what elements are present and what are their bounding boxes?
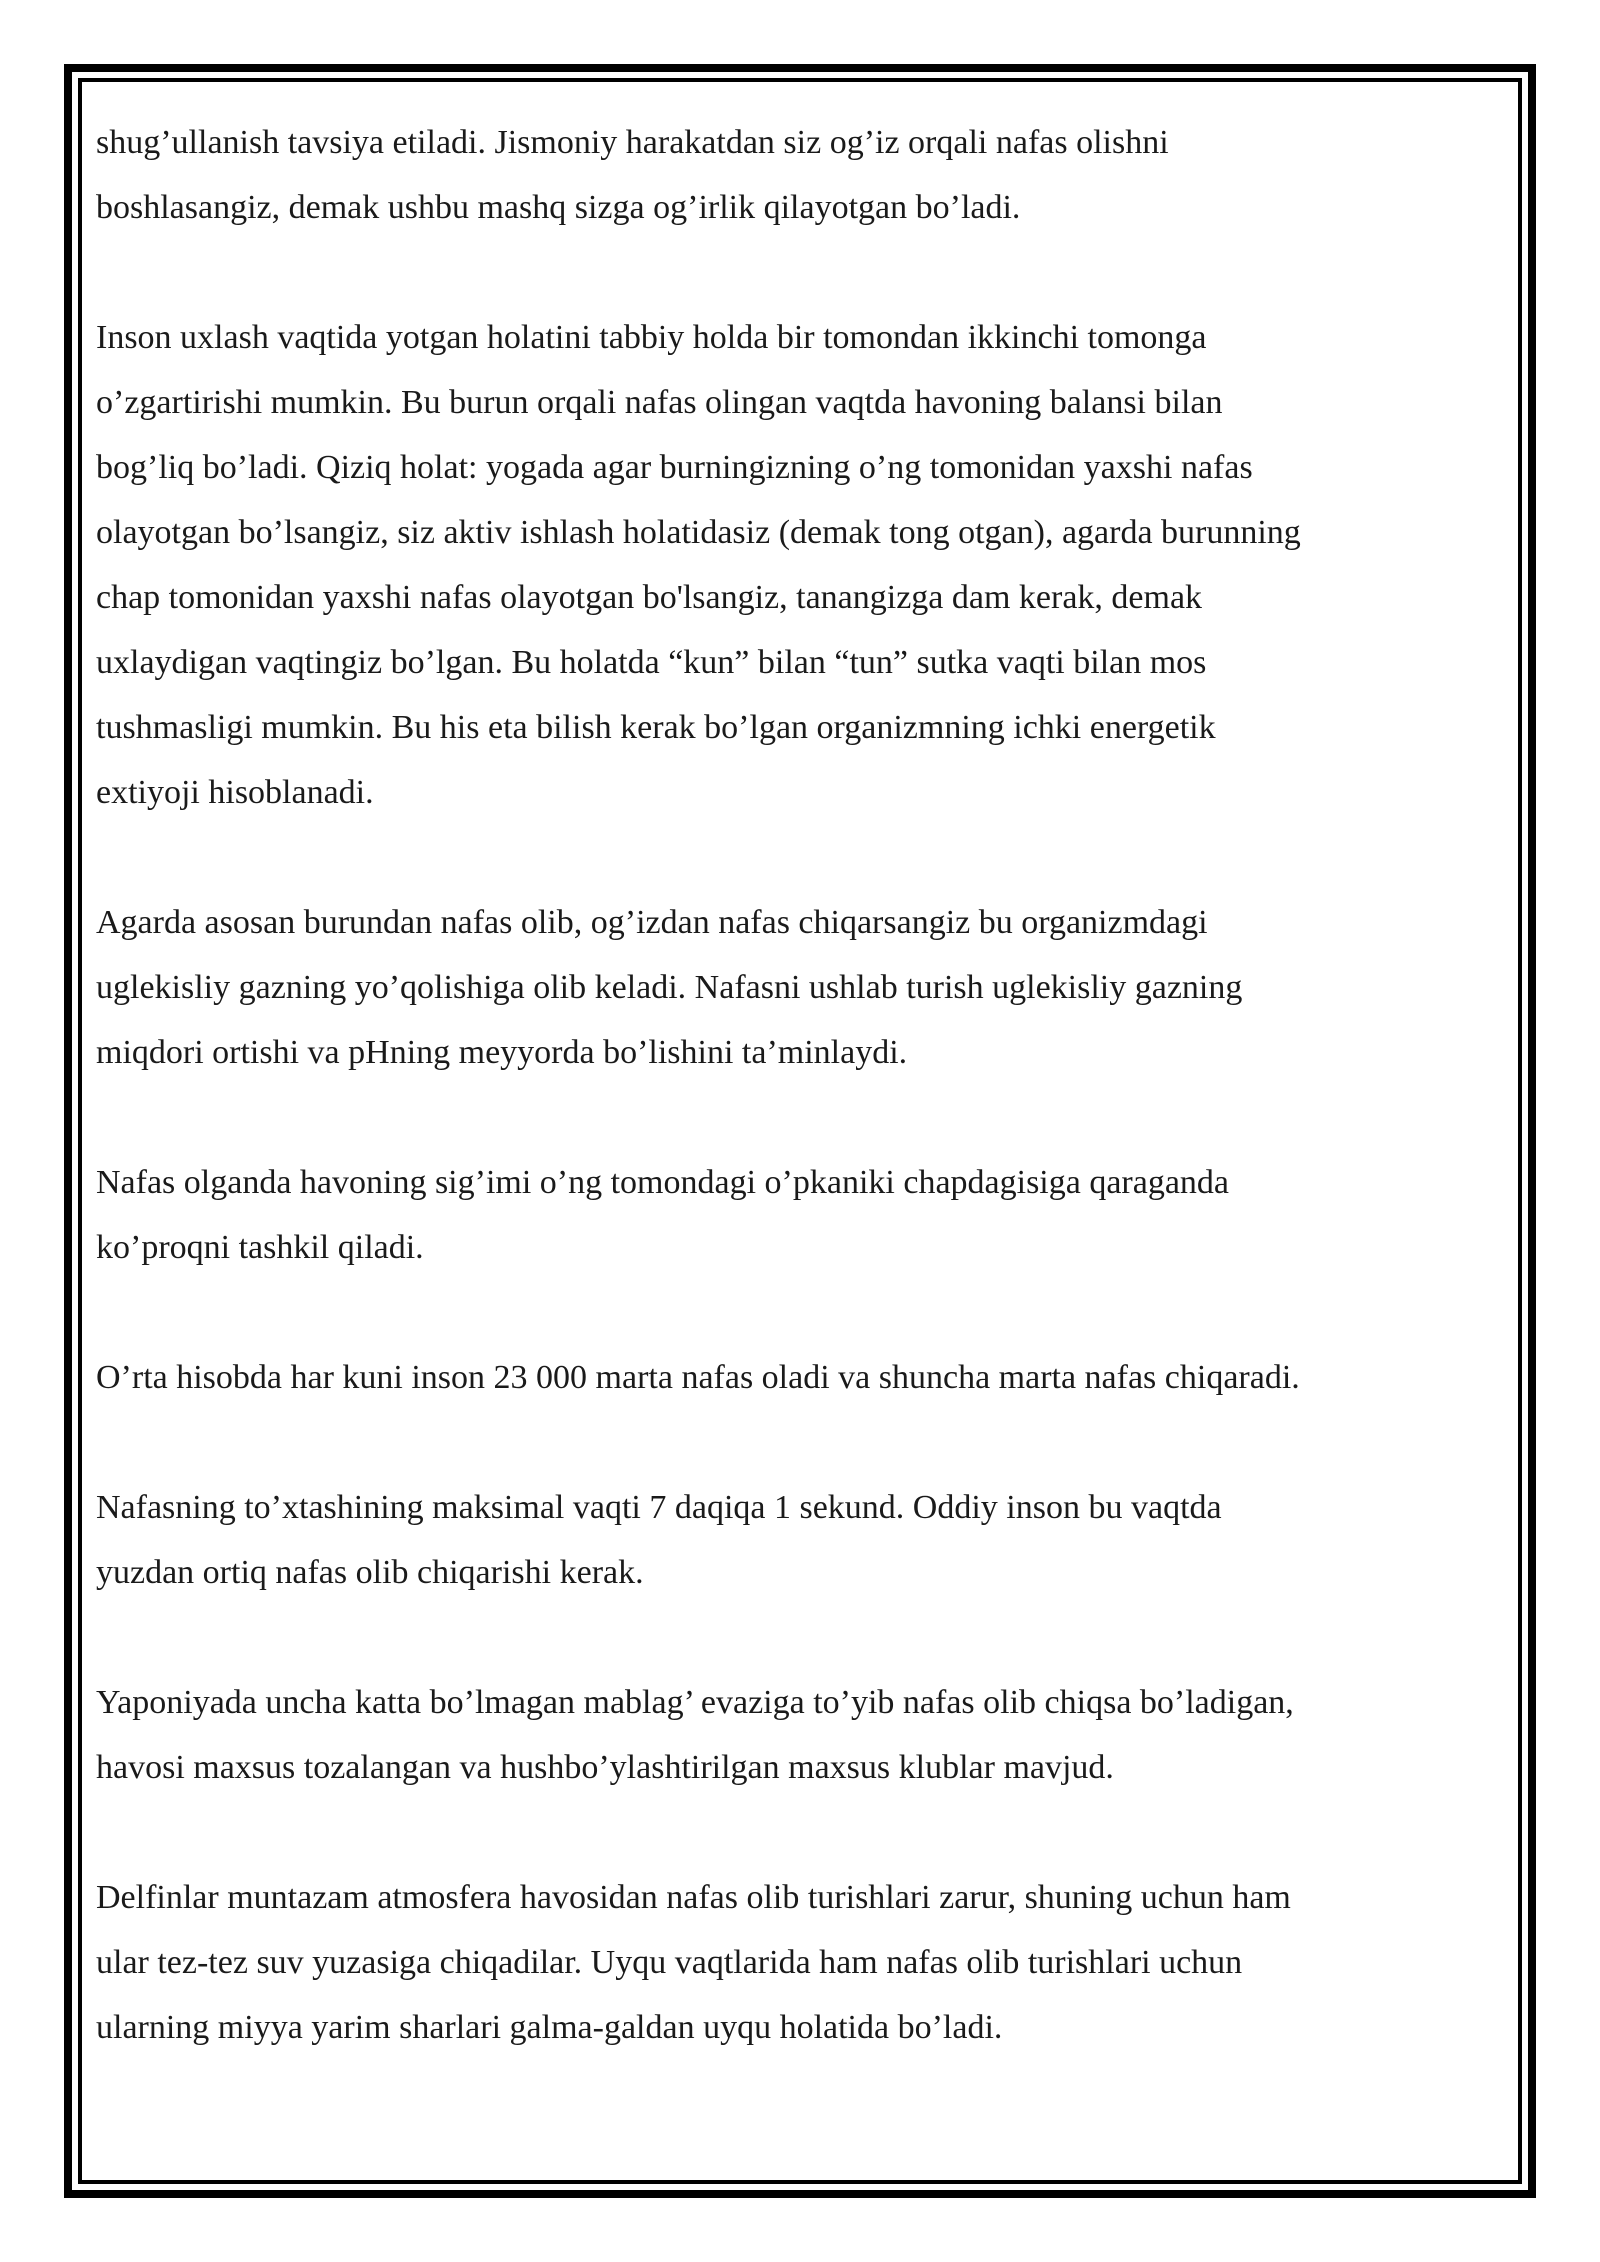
- paragraph-2: Inson uxlash vaqtida yotgan holatini tabbiy holda bir tomondan ikkinchi tomonga o’zgartirishi mumkin. Bu burun orqali nafas olingan vaqtda havoning balansi bilan bog’liq bo’ladi. Qiziq holat: yogada agar burningizning o’ng tomonidan yaxshi nafas olayotgan bo’lsangiz, siz aktiv ishlash holatidasiz (demak tong otgan), agarda burunning chap tomonidan yaxshi nafas olayotgan bo'lsangiz, tanangizga dam kerak, demak uxlaydigan vaqtingiz bo’lgan. Bu holatda “kun” bilan “tun” sutka vaqti bilan mos tushmasligi mumkin. Bu his eta bilish kerak bo’lgan organizmning ichki energetik extiyoji hisoblanadi.: [96, 319, 1301, 811]
- paragraph-3: Agarda asosan burundan nafas olib, og’izdan nafas chiqarsangiz bu organizmdagi uglekisliy gazning yo’qolishiga olib keladi. Nafasni ushlab turish uglekisliy gazning miqdori ortishi va pHning meyyorda bo’lishini ta’minlaydi.: [96, 904, 1243, 1071]
- paragraph-4: Nafas olganda havoning sig’imi o’ng tomondagi o’pkaniki chapdagisiga qaraganda ko’proqni tashkil qiladi.: [96, 1164, 1230, 1266]
- paragraph-5: O’rta hisobda har kuni inson 23 000 marta nafas oladi va shuncha marta nafas chiqaradi.: [96, 1359, 1300, 1396]
- paragraph-7: Yaponiyada uncha katta bo’lmagan mablag’ evaziga to’yib nafas olib chiqsa bo’ladigan, havosi maxsus tozalangan va hushbo’ylashtirilgan maxsus klublar mavjud.: [96, 1684, 1294, 1786]
- paragraph-6: Nafasning to’xtashining maksimal vaqti 7 daqiqa 1 sekund. Oddiy inson bu vaqtda yuzdan ortiq nafas olib chiqarishi kerak.: [96, 1489, 1222, 1591]
- document-body: [96, 110, 1496, 2125]
- paragraph-1: shug’ullanish tavsiya etiladi. Jismoniy harakatdan siz og’iz orqali nafas olishni boshlasangiz, demak ushbu mashq sizga og’irlik qilayotgan bo’ladi.: [96, 124, 1169, 226]
- paragraph-8: Delfinlar muntazam atmosfera havosidan nafas olib turishlari zarur, shuning uchun ham ular tez-tez suv yuzasiga chiqadilar. Uyqu vaqtlarida ham nafas olib turishlari uchun ularning miyya yarim sharlari galma-galdan uyqu holatida bo’ladi.: [96, 1879, 1291, 2046]
